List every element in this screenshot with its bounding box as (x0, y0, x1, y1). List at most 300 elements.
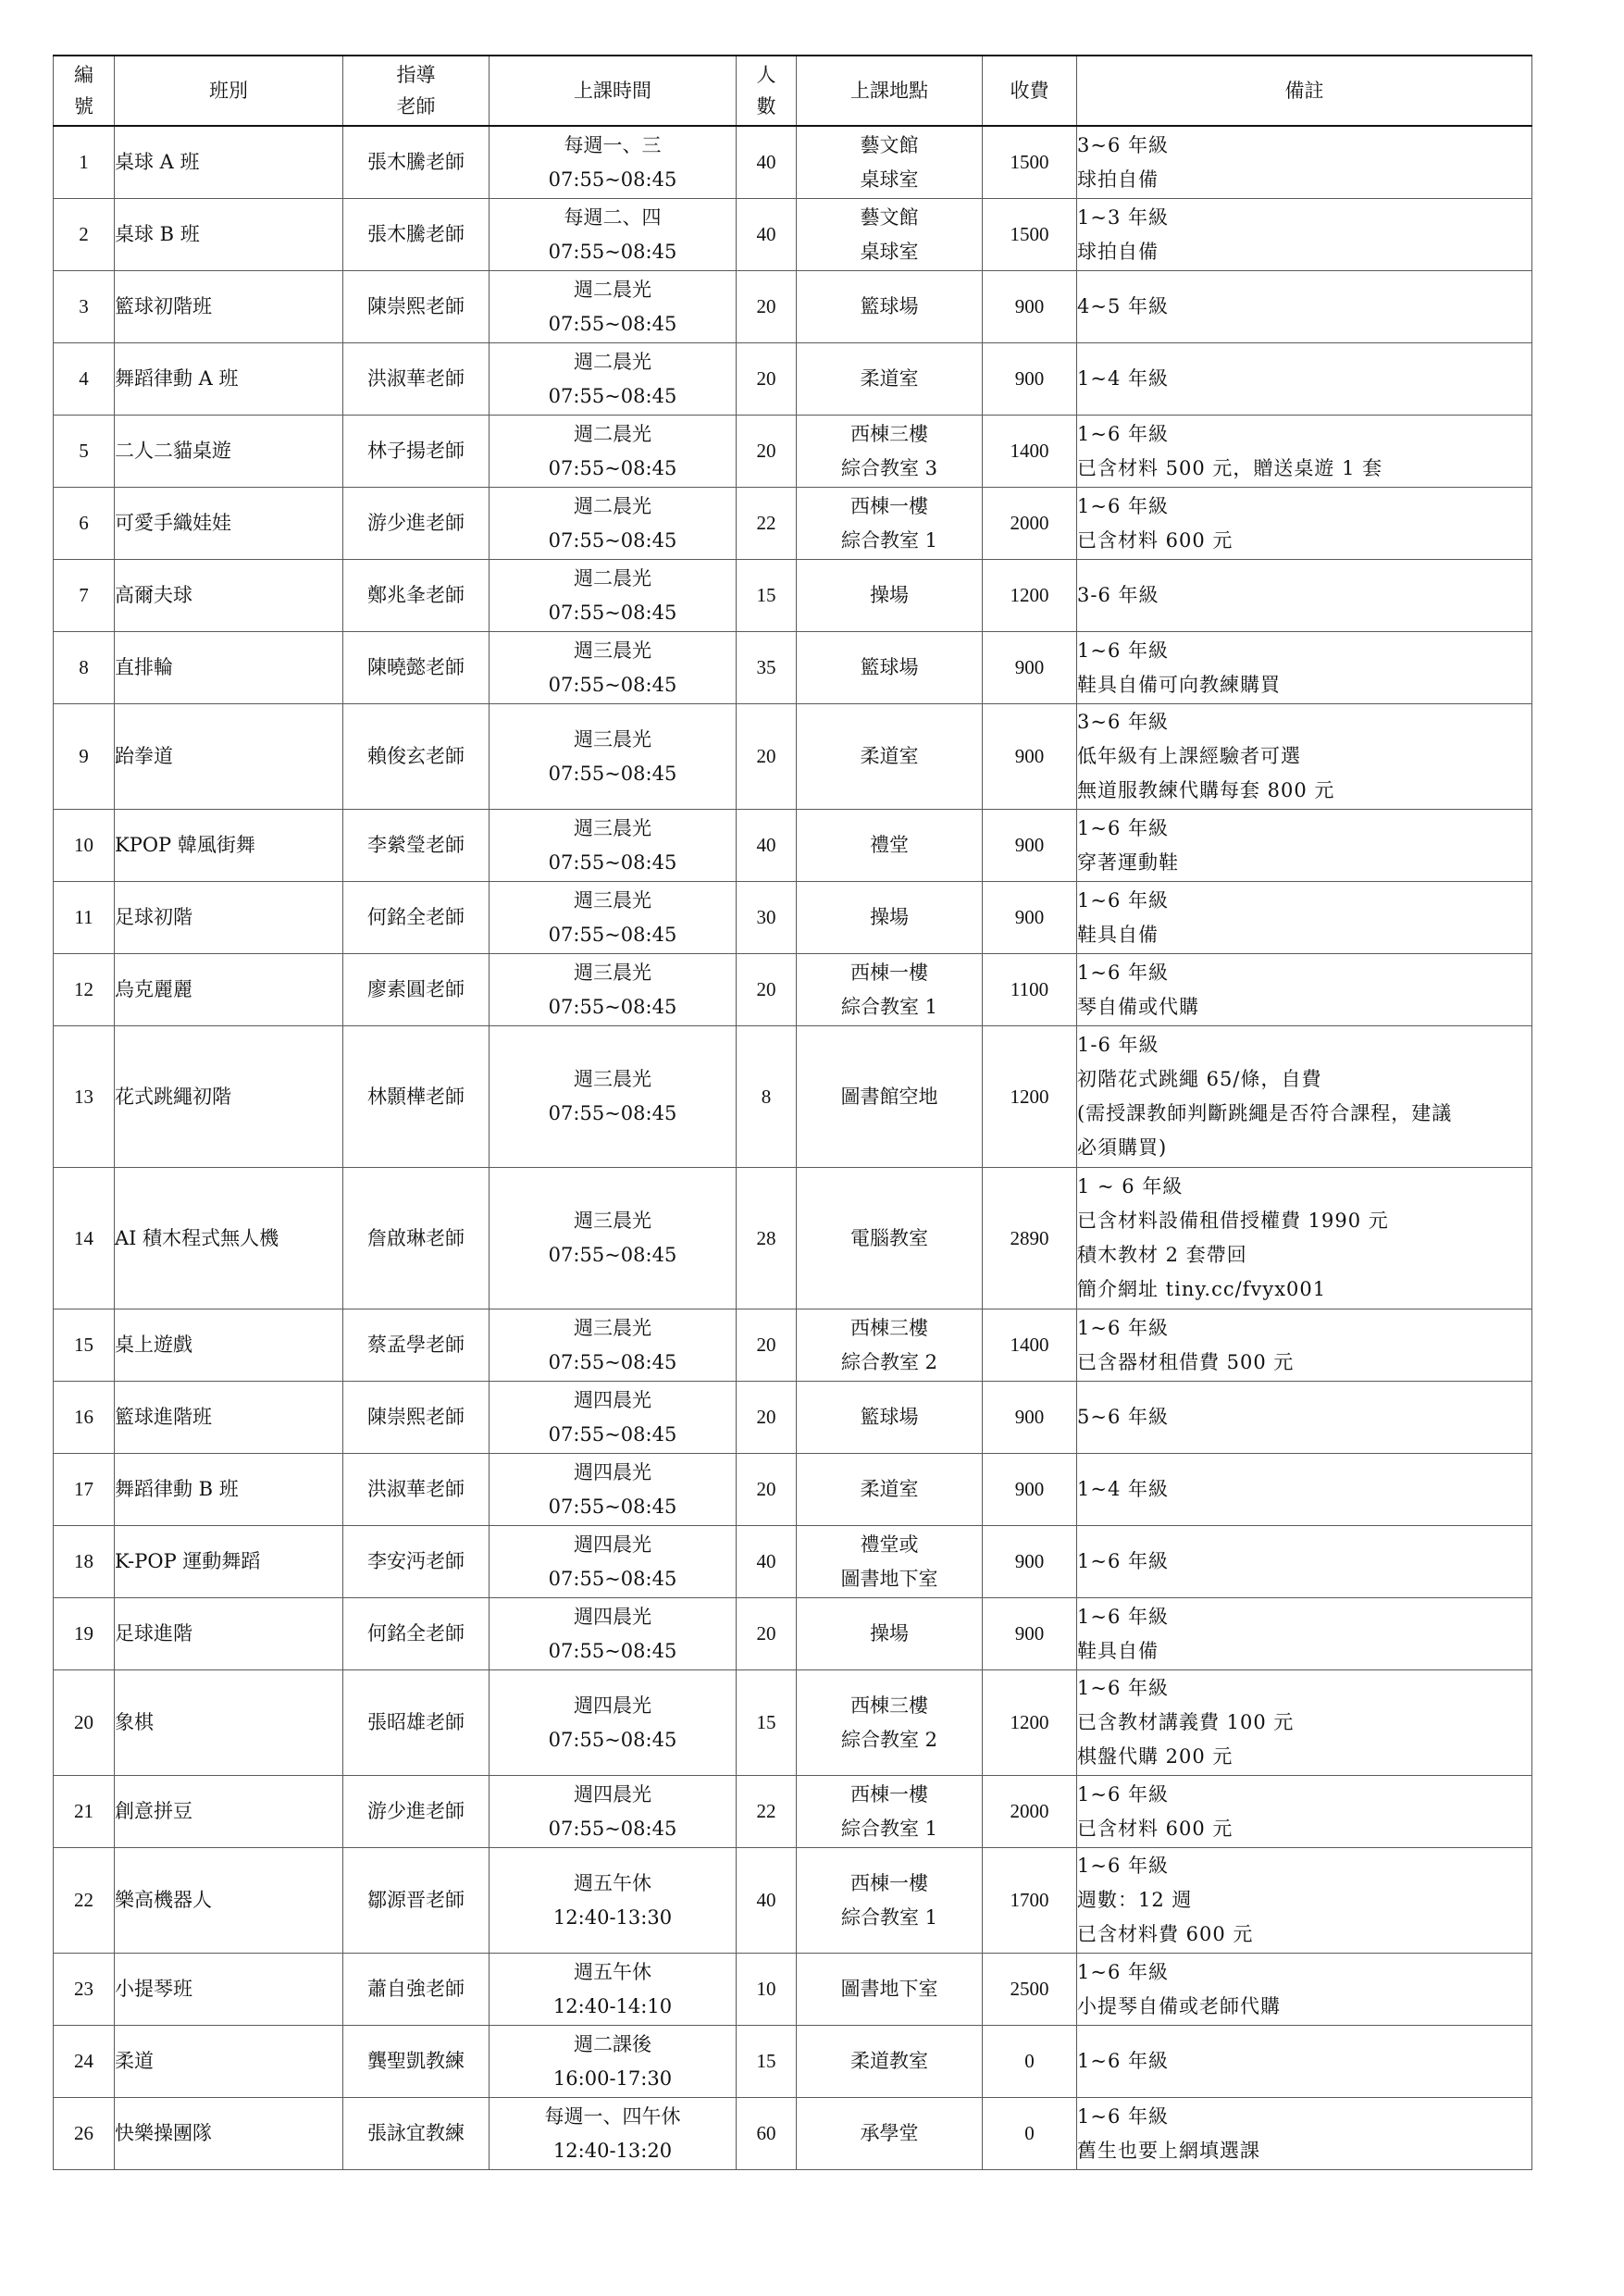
cell-location-line: 操場 (870, 1622, 909, 1644)
cell-no: 3 (54, 271, 115, 343)
cell-note (1077, 1598, 1532, 1670)
cell-fee: 900 (983, 1382, 1077, 1454)
cell-teacher: 廖素圓老師 (343, 954, 490, 1026)
cell-location-line: 西棟一樓 (850, 1871, 928, 1894)
cell-class-name: 二人二貓桌遊 (115, 416, 343, 488)
cell-location-line: 柔道室 (860, 1478, 919, 1500)
cell-note-line: 1~6 年級 (1077, 2050, 1169, 2072)
cell-note (1077, 882, 1532, 954)
cell-capacity: 40 (737, 126, 797, 199)
cell-time-line: 07:55~08:45 (548, 850, 677, 874)
cell-location-line: 西棟一樓 (850, 494, 928, 517)
cell-time-line: 每週一、四午休 (544, 2104, 681, 2128)
cell-note-line: 週數：12 週 (1077, 1889, 1193, 1911)
cell-time-line: 週二晨光 (574, 566, 651, 590)
cell-time-line: 07:55~08:45 (548, 1244, 677, 1266)
cell-no: 8 (54, 632, 115, 704)
cell-no: 4 (54, 343, 115, 416)
cell-class-name: 桌上遊戲 (115, 1309, 343, 1382)
cell-class-name: 跆拳道 (115, 704, 343, 810)
table-row (54, 704, 1532, 810)
cell-location (797, 126, 983, 199)
cell-time-line: 16:00-17:30 (552, 2066, 673, 2090)
cell-note-line: 鞋具自備 (1077, 923, 1159, 946)
cell-time-line: 每週二、四 (564, 205, 662, 229)
cell-capacity: 15 (737, 1670, 797, 1776)
cell-capacity: 10 (737, 1954, 797, 2026)
header-capacity: 人 數 (737, 56, 797, 126)
cell-fee: 0 (983, 2098, 1077, 2170)
cell-teacher: 何銘全老師 (343, 1598, 490, 1670)
table-row (54, 2098, 1532, 2170)
table-row (54, 560, 1532, 632)
cell-location-line: 桌球室 (860, 168, 919, 191)
table-row (54, 954, 1532, 1026)
cell-no: 21 (54, 1776, 115, 1848)
cell-location-line: 柔道教室 (850, 2050, 928, 2072)
table-row (54, 1454, 1532, 1526)
cell-no: 1 (54, 126, 115, 199)
cell-no: 14 (54, 1168, 115, 1309)
cell-note-line: 球拍自備 (1077, 240, 1159, 263)
cell-time (490, 1454, 737, 1526)
cell-time (490, 632, 737, 704)
table-row (54, 1598, 1532, 1670)
cell-note-line: 3~6 年級 (1077, 711, 1169, 733)
cell-note-line: 低年級有上課經驗者可選 (1077, 745, 1301, 767)
table-header (54, 56, 1532, 126)
cell-time-line: 07:55~08:45 (548, 456, 677, 479)
cell-time (490, 126, 737, 199)
cell-location-line: 籃球場 (860, 656, 919, 678)
cell-note-line: 小提琴自備或老師代購 (1077, 1994, 1281, 2017)
cell-time-line: 07:55~08:45 (548, 240, 677, 263)
cell-class-name: 可愛手織娃娃 (115, 488, 343, 560)
cell-teacher: 林顥樺老師 (343, 1026, 490, 1168)
cell-note (1077, 954, 1532, 1026)
cell-note-line: 1~6 年級 (1077, 816, 1169, 839)
cell-no: 12 (54, 954, 115, 1026)
cell-capacity: 8 (737, 1026, 797, 1168)
table-row (54, 271, 1532, 343)
cell-time-line: 週四晨光 (574, 1388, 651, 1411)
cell-fee: 1200 (983, 1670, 1077, 1776)
cell-teacher: 蔡孟學老師 (343, 1309, 490, 1382)
cell-capacity: 20 (737, 1598, 797, 1670)
cell-fee: 1200 (983, 1026, 1077, 1168)
cell-location-line: 綜合教室 1 (840, 528, 938, 552)
cell-teacher: 洪淑華老師 (343, 343, 490, 416)
cell-location-line: 藝文館 (860, 133, 919, 156)
cell-capacity: 22 (737, 488, 797, 560)
cell-no: 20 (54, 1670, 115, 1776)
cell-note (1077, 199, 1532, 271)
cell-location-line: 西棟一樓 (850, 1782, 928, 1806)
cell-class-name: 足球進階 (115, 1598, 343, 1670)
cell-time-line: 週四晨光 (574, 1694, 651, 1717)
cell-note-line: 1~6 年級 (1077, 639, 1169, 662)
cell-note (1077, 2098, 1532, 2170)
cell-time (490, 1382, 737, 1454)
cell-note-line: 必須購買) (1077, 1136, 1168, 1159)
cell-location-line: 操場 (870, 584, 909, 606)
header-note: 備註 (1077, 56, 1532, 126)
cell-capacity: 28 (737, 1168, 797, 1309)
cell-teacher: 游少進老師 (343, 1776, 490, 1848)
cell-note-line: 1~6 年級 (1077, 1677, 1169, 1699)
cell-note (1077, 1309, 1532, 1382)
cell-note-line: 1~6 年級 (1077, 422, 1169, 445)
cell-class-name: AI 積木程式無人機 (115, 1168, 343, 1309)
cell-capacity: 40 (737, 1848, 797, 1954)
cell-no: 22 (54, 1848, 115, 1954)
cell-location (797, 1526, 983, 1598)
header-name: 班別 (115, 56, 343, 126)
cell-class-name: 柔道 (115, 2026, 343, 2098)
cell-time-line: 週四晨光 (574, 1782, 651, 1806)
cell-time (490, 1309, 737, 1382)
cell-class-name: K-POP 運動舞蹈 (115, 1526, 343, 1598)
cell-no: 10 (54, 810, 115, 882)
cell-teacher: 李安沔老師 (343, 1526, 490, 1598)
cell-location (797, 632, 983, 704)
cell-location (797, 271, 983, 343)
cell-note-line: 初階花式跳繩 65/條，自費 (1077, 1068, 1322, 1090)
cell-time-line: 週四晨光 (574, 1460, 651, 1483)
cell-time-line: 週三晨光 (574, 1316, 651, 1339)
cell-time (490, 1954, 737, 2026)
cell-note-line: 1~6 年級 (1077, 1316, 1169, 1339)
table-row (54, 1168, 1532, 1309)
cell-note (1077, 1670, 1532, 1776)
cell-note-line: 1~4 年級 (1077, 367, 1169, 390)
cell-fee: 2500 (983, 1954, 1077, 2026)
cell-class-name: 花式跳繩初階 (115, 1026, 343, 1168)
cell-note-line: 1-6 年級 (1077, 1034, 1159, 1056)
cell-class-name: 小提琴班 (115, 1954, 343, 2026)
cell-location (797, 343, 983, 416)
table-row (54, 416, 1532, 488)
cell-fee: 1100 (983, 954, 1077, 1026)
cell-location-line: 西棟一樓 (850, 961, 928, 984)
cell-capacity: 20 (737, 343, 797, 416)
cell-note-line: 1~6 年級 (1077, 961, 1169, 984)
cell-note-line: 1~6 年級 (1077, 1960, 1169, 1983)
cell-time-line: 07:55~08:45 (548, 1102, 677, 1124)
cell-time (490, 1026, 737, 1168)
cell-note-line: 4~5 年級 (1077, 295, 1169, 317)
cell-no: 9 (54, 704, 115, 810)
cell-time (490, 704, 737, 810)
cell-time (490, 1670, 737, 1776)
cell-note-line: 積木教材 2 套帶回 (1077, 1244, 1247, 1266)
table-body (54, 126, 1532, 2170)
cell-no: 7 (54, 560, 115, 632)
cell-capacity: 20 (737, 416, 797, 488)
cell-note (1077, 488, 1532, 560)
table-row (54, 1026, 1532, 1168)
cell-time (490, 954, 737, 1026)
table-row (54, 1954, 1532, 2026)
cell-class-name: 創意拼豆 (115, 1776, 343, 1848)
cell-time-line: 07:55~08:45 (548, 1639, 677, 1662)
cell-location-line: 承學堂 (860, 2122, 919, 2144)
cell-fee: 900 (983, 704, 1077, 810)
cell-time-line: 週二晨光 (574, 494, 651, 517)
cell-note-line: 3~6 年級 (1077, 133, 1169, 156)
cell-time-line: 07:55~08:45 (548, 1350, 677, 1373)
cell-teacher: 鄭兆夆老師 (343, 560, 490, 632)
cell-teacher: 賴俊玄老師 (343, 704, 490, 810)
cell-capacity: 40 (737, 199, 797, 271)
cell-location-line: 圖書地下室 (840, 1978, 938, 2000)
cell-note-line: 鞋具自備 (1077, 1639, 1159, 1662)
cell-time-line: 週三晨光 (574, 727, 651, 751)
cell-fee: 900 (983, 882, 1077, 954)
cell-teacher: 張昭雄老師 (343, 1670, 490, 1776)
cell-note-line: 3-6 年級 (1077, 584, 1159, 606)
cell-note-line: 1~6 年級 (1077, 494, 1169, 517)
cell-location (797, 1954, 983, 2026)
cell-capacity: 15 (737, 2026, 797, 2098)
cell-note-line: 鞋具自備可向教練購買 (1077, 673, 1281, 696)
cell-time-line: 07:55~08:45 (548, 168, 677, 191)
cell-time (490, 1598, 737, 1670)
cell-location (797, 488, 983, 560)
cell-no: 17 (54, 1454, 115, 1526)
table-row (54, 199, 1532, 271)
cell-no: 13 (54, 1026, 115, 1168)
cell-class-name: 舞蹈律動 B 班 (115, 1454, 343, 1526)
cell-class-name: 象棋 (115, 1670, 343, 1776)
cell-note-line: 5~6 年級 (1077, 1406, 1169, 1428)
cell-time-line: 07:55~08:45 (548, 923, 677, 946)
cell-note (1077, 810, 1532, 882)
table-row (54, 126, 1532, 199)
cell-location-line: 禮堂或 (860, 1533, 919, 1556)
cell-location-line: 西棟三樓 (850, 422, 928, 445)
cell-location-line: 籃球場 (860, 1406, 919, 1428)
cell-no: 15 (54, 1309, 115, 1382)
cell-time-line: 07:55~08:45 (548, 673, 677, 696)
header-row (54, 56, 1532, 126)
cell-no: 18 (54, 1526, 115, 1598)
cell-time-line: 07:55~08:45 (548, 1422, 677, 1446)
cell-note-line: 已含器材租借費 500 元 (1077, 1350, 1295, 1373)
cell-location-line: 柔道室 (860, 745, 919, 767)
cell-teacher: 洪淑華老師 (343, 1454, 490, 1526)
cell-time (490, 2098, 737, 2170)
table-row (54, 1526, 1532, 1598)
cell-time-line: 週二晨光 (574, 350, 651, 373)
cell-location (797, 1776, 983, 1848)
cell-note-line: 琴自備或代購 (1077, 995, 1199, 1018)
cell-location (797, 560, 983, 632)
cell-time-line: 12:40-13:30 (552, 1905, 673, 1929)
cell-note (1077, 126, 1532, 199)
cell-time-line: 週三晨光 (574, 1210, 651, 1232)
cell-note-line: 1~6 年級 (1077, 2104, 1169, 2128)
cell-note (1077, 1776, 1532, 1848)
cell-location-line: 綜合教室 1 (840, 1905, 938, 1929)
cell-no: 23 (54, 1954, 115, 2026)
cell-time-line: 週二課後 (574, 2032, 651, 2055)
cell-time (490, 416, 737, 488)
cell-capacity: 35 (737, 632, 797, 704)
cell-time-line: 週三晨光 (574, 1068, 651, 1090)
cell-note (1077, 2026, 1532, 2098)
cell-time-line: 週三晨光 (574, 961, 651, 984)
cell-time (490, 1776, 737, 1848)
cell-location-line: 操場 (870, 906, 909, 928)
cell-no: 6 (54, 488, 115, 560)
cell-note-line: 1~6 年級 (1077, 1605, 1169, 1628)
cell-time-line: 週五午休 (574, 1960, 651, 1983)
cell-time (490, 560, 737, 632)
cell-capacity: 20 (737, 1309, 797, 1382)
cell-location-line: 籃球場 (860, 295, 919, 317)
table-row (54, 1309, 1532, 1382)
cell-capacity: 20 (737, 1454, 797, 1526)
cell-teacher: 陳崇熙老師 (343, 1382, 490, 1454)
cell-time-line: 12:40-14:10 (552, 1994, 673, 2017)
cell-time-line: 週三晨光 (574, 888, 651, 912)
cell-time (490, 1526, 737, 1598)
cell-capacity: 15 (737, 560, 797, 632)
cell-time-line: 週四晨光 (574, 1533, 651, 1556)
table-row (54, 1848, 1532, 1954)
header-teacher: 指導 老師 (343, 56, 490, 126)
cell-time (490, 882, 737, 954)
cell-note-line: 已含材料 600 元 (1077, 1817, 1233, 1840)
cell-location (797, 882, 983, 954)
table-row (54, 488, 1532, 560)
cell-time (490, 2026, 737, 2098)
cell-no: 19 (54, 1598, 115, 1670)
cell-time (490, 199, 737, 271)
table-row (54, 1776, 1532, 1848)
cell-time-line: 07:55~08:45 (548, 601, 677, 624)
cell-time (490, 1168, 737, 1309)
cell-fee: 900 (983, 1598, 1077, 1670)
cell-location (797, 810, 983, 882)
cell-note-line: 已含教材講義費 100 元 (1077, 1711, 1295, 1733)
cell-no: 16 (54, 1382, 115, 1454)
header-fee: 收費 (983, 56, 1077, 126)
cell-location (797, 1598, 983, 1670)
cell-time (490, 343, 737, 416)
cell-time (490, 1848, 737, 1954)
cell-fee: 1200 (983, 560, 1077, 632)
table-row (54, 1382, 1532, 1454)
cell-note-line: 棋盤代購 200 元 (1077, 1745, 1233, 1768)
cell-capacity: 20 (737, 704, 797, 810)
header-no: 編 號 (54, 56, 115, 126)
cell-note-line: 簡介網址 tiny.cc/fvyx001 (1077, 1278, 1327, 1300)
cell-no: 26 (54, 2098, 115, 2170)
cell-time-line: 07:55~08:45 (548, 1495, 677, 1518)
cell-teacher: 張木騰老師 (343, 126, 490, 199)
cell-fee: 1400 (983, 416, 1077, 488)
cell-teacher: 陳曉懿老師 (343, 632, 490, 704)
cell-location-line: 圖書地下室 (840, 1567, 938, 1590)
cell-note-line: 1 ~ 6 年級 (1077, 1175, 1184, 1198)
cell-note-line: 1~3 年級 (1077, 205, 1169, 229)
cell-time-line: 07:55~08:45 (548, 995, 677, 1018)
cell-note-line: 穿著運動鞋 (1077, 850, 1179, 874)
cell-time-line: 週三晨光 (574, 639, 651, 662)
cell-time-line: 07:55~08:45 (548, 384, 677, 407)
cell-capacity: 30 (737, 882, 797, 954)
cell-capacity: 22 (737, 1776, 797, 1848)
cell-teacher: 鄒源晋老師 (343, 1848, 490, 1954)
cell-location-line: 柔道室 (860, 367, 919, 390)
cell-time (490, 810, 737, 882)
cell-time-line: 週三晨光 (574, 816, 651, 839)
cell-location (797, 1454, 983, 1526)
cell-location (797, 1382, 983, 1454)
cell-note (1077, 1526, 1532, 1598)
cell-fee: 900 (983, 1526, 1077, 1598)
cell-fee: 2000 (983, 488, 1077, 560)
cell-note-line: 1~6 年級 (1077, 1550, 1169, 1572)
cell-fee: 1500 (983, 126, 1077, 199)
cell-teacher: 張木騰老師 (343, 199, 490, 271)
cell-fee: 900 (983, 632, 1077, 704)
cell-no: 11 (54, 882, 115, 954)
cell-time (490, 488, 737, 560)
cell-class-name: 舞蹈律動 A 班 (115, 343, 343, 416)
cell-note-line: 1~6 年級 (1077, 888, 1169, 912)
cell-capacity: 40 (737, 1526, 797, 1598)
cell-note (1077, 704, 1532, 810)
cell-note (1077, 416, 1532, 488)
cell-fee: 900 (983, 810, 1077, 882)
cell-fee: 2890 (983, 1168, 1077, 1309)
cell-fee: 1400 (983, 1309, 1077, 1382)
cell-teacher: 詹啟琳老師 (343, 1168, 490, 1309)
cell-no: 24 (54, 2026, 115, 2098)
cell-time-line: 07:55~08:45 (548, 1817, 677, 1840)
cell-time-line: 週二晨光 (574, 422, 651, 445)
cell-note-line: 已含材料 600 元 (1077, 528, 1233, 552)
cell-note (1077, 1848, 1532, 1954)
cell-note (1077, 560, 1532, 632)
cell-teacher: 何銘全老師 (343, 882, 490, 954)
header-time: 上課時間 (490, 56, 737, 126)
cell-location-line: 西棟三樓 (850, 1316, 928, 1339)
course-schedule-table (53, 55, 1532, 2170)
cell-note-line: 無道服教練代購每套 800 元 (1077, 779, 1335, 801)
cell-capacity: 40 (737, 810, 797, 882)
cell-note-line: 1~6 年級 (1077, 1782, 1169, 1806)
cell-class-name: 籃球進階班 (115, 1382, 343, 1454)
cell-note-line: 已含材料 500 元，贈送桌遊 1 套 (1077, 456, 1383, 479)
cell-time-line: 07:55~08:45 (548, 528, 677, 552)
table-row (54, 882, 1532, 954)
cell-location (797, 416, 983, 488)
cell-location (797, 1168, 983, 1309)
cell-location (797, 1848, 983, 1954)
cell-location-line: 西棟三樓 (850, 1694, 928, 1717)
cell-location (797, 1670, 983, 1776)
cell-time-line: 07:55~08:45 (548, 1567, 677, 1590)
cell-teacher: 蕭自強老師 (343, 1954, 490, 2026)
cell-note (1077, 1168, 1532, 1309)
cell-capacity: 60 (737, 2098, 797, 2170)
cell-time-line: 07:55~08:45 (548, 1728, 677, 1751)
cell-fee: 1500 (983, 199, 1077, 271)
